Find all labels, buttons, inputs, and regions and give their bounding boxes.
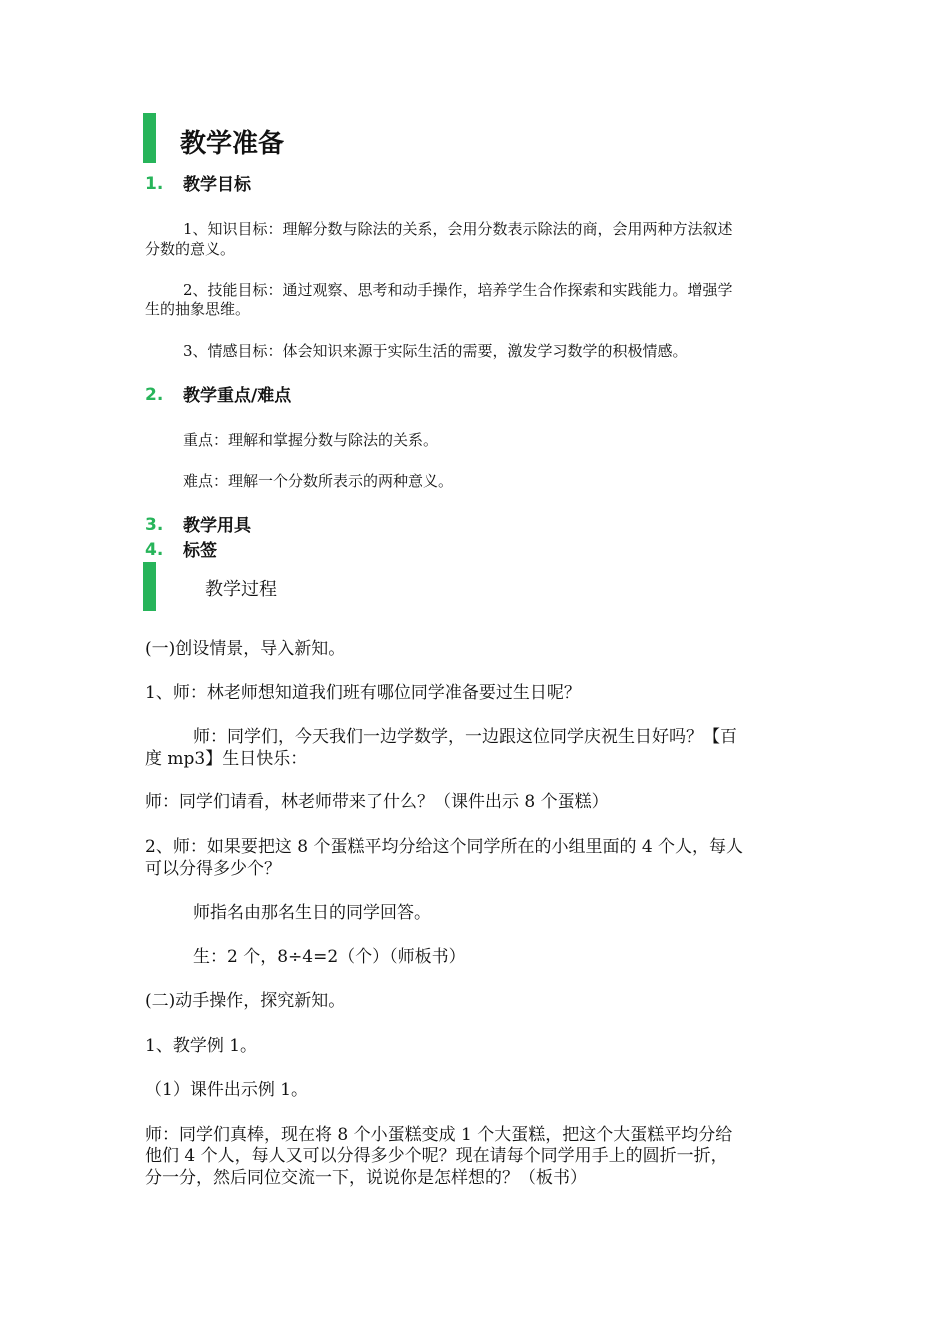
heading-accent-bar [143, 113, 156, 163]
process-title: 教学过程 [205, 579, 277, 600]
heading-accent-bar [143, 562, 156, 611]
section-heading: 教学重点/难点 [183, 386, 292, 406]
process-line: (二)动手操作，探究新知。 [145, 991, 346, 1011]
process-line: 他们 4 个人，每人又可以分得多少个呢？现在请每个同学用手上的圆折一折， [145, 1146, 728, 1166]
process-line: 2、师：如果要把这 8 个蛋糕平均分给这个同学所在的小组里面的 4 个人，每人 [145, 837, 744, 857]
section-number: 1. [145, 174, 164, 194]
section-number: 3. [145, 515, 164, 535]
process-line: 师：同学们请看，林老师带来了什么？（课件出示 8 个蛋糕） [145, 792, 609, 812]
key-point: 重点：理解和掌握分数与除法的关系。 [183, 431, 439, 449]
page-title: 教学准备 [180, 129, 285, 159]
process-line: 师指名由那名生日的同学回答。 [193, 903, 431, 923]
process-line: 生：2 个，8÷4=2（个）（师板书） [193, 947, 466, 967]
difficult-point: 难点：理解一个分数所表示的两种意义。 [183, 472, 454, 490]
goal-line: 3、情感目标：体会知识来源于实际生活的需要，激发学习数学的积极情感。 [183, 342, 688, 360]
section-heading: 教学用具 [183, 516, 251, 536]
process-line: 师：同学们真棒，现在将 8 个小蛋糕变成 1 个大蛋糕，把这个大蛋糕平均分给 [145, 1125, 733, 1145]
process-line: 1、师：林老师想知道我们班有哪位同学准备要过生日呢？ [145, 683, 581, 703]
process-line: (一)创设情景，导入新知。 [145, 639, 346, 659]
goal-line: 2、技能目标：通过观察、思考和动手操作，培养学生合作探索和实践能力。增强学 [183, 281, 733, 299]
process-line: 可以分得多少个？ [145, 859, 281, 879]
goal-line: 生的抽象思维。 [145, 300, 251, 318]
process-line: 1、教学例 1。 [145, 1036, 258, 1056]
section-number: 4. [145, 540, 164, 560]
process-line: 度 mp3】生日快乐： [145, 749, 308, 769]
process-line: 分一分，然后同位交流一下，说说你是怎样想的？（板书） [145, 1168, 587, 1188]
section-number: 2. [145, 385, 164, 405]
section-heading: 标签 [183, 541, 217, 561]
process-line: 师：同学们，今天我们一边学数学，一边跟这位同学庆祝生日好吗？【百 [193, 727, 737, 747]
goal-line: 分数的意义。 [145, 240, 236, 258]
section-heading: 教学目标 [183, 175, 251, 195]
goal-line: 1、知识目标：理解分数与除法的关系，会用分数表示除法的商，会用两种方法叙述 [183, 220, 733, 238]
process-line: （1）课件出示例 1。 [145, 1080, 309, 1100]
